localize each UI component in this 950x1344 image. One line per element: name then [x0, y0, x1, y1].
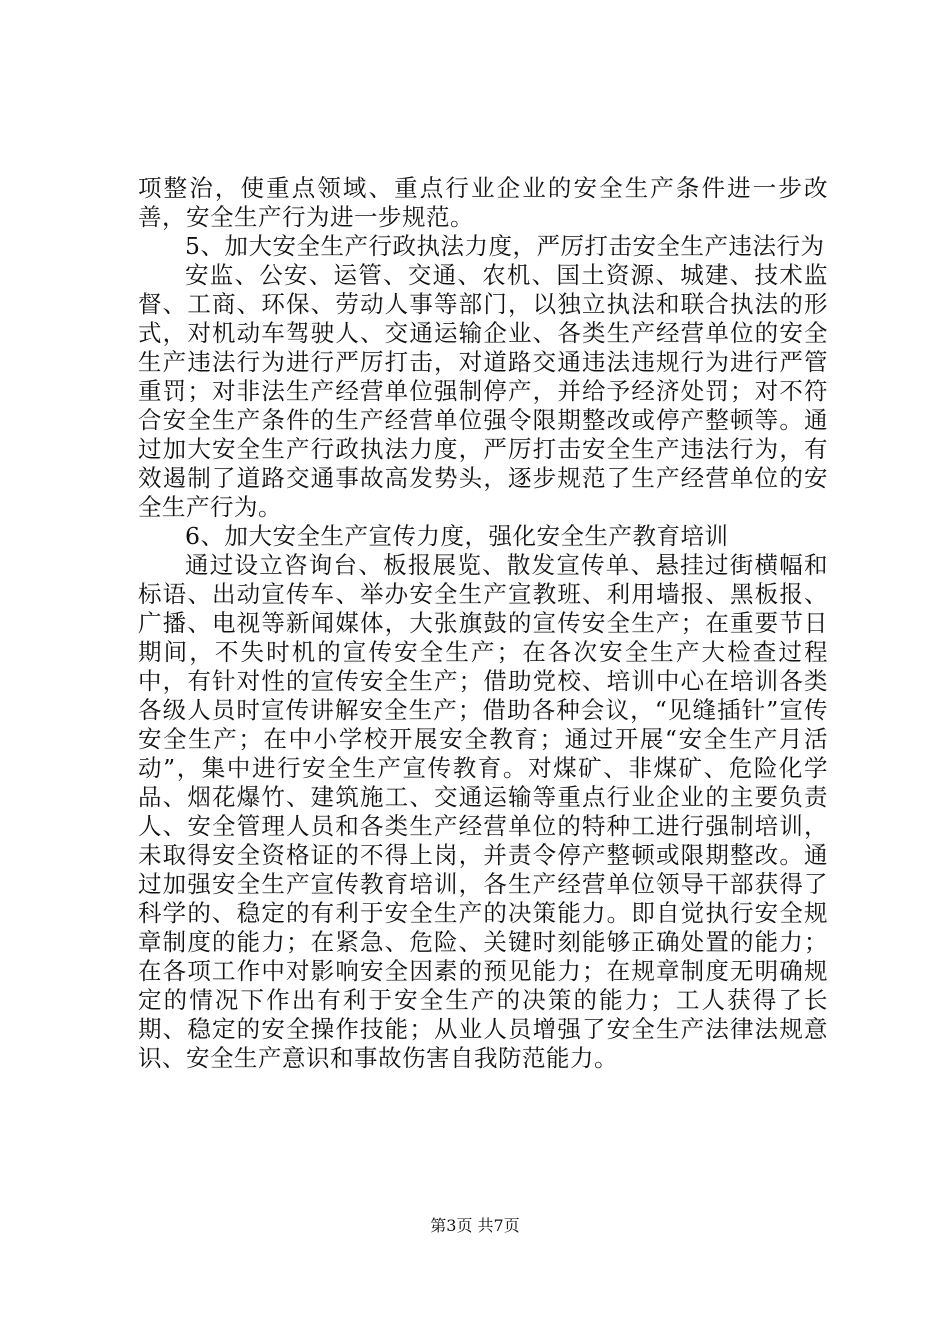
section-heading-5: 5、加大安全生产行政执法力度，严厉打击安全生产违法行为 [185, 232, 825, 260]
paragraph-continuation: 项整治，使重点领域、重点行业企业的安全生产条件进一步改善，安全生产行为进一步规范。 [138, 174, 828, 231]
paragraph-enforcement: 安监、公安、运管、交通、农机、国土资源、城建、技术监督、工商、环保、劳动人事等部门，以独立执法和联合执法的形式，对机动车驾驶人、交通运输企业、各类生产经营单位的安全生产违法行为进行严厉打击，对道路交通违法违规行为进行严管重罚；对非法生产经营单位强制停产，并给予经济处罚；对不符合安全生产条件的生产经营单位强令限期整改或停产整顿等。通过加大安全生产行政执法力度，严厉打击安全生产违法行为，有效遏制了道路交通事故高发势头，逐步规范了生产经营单位的安全生产行为。 [138, 261, 828, 521]
paragraph-education: 通过设立咨询台、板报展览、散发宣传单、悬挂过街横幅和标语、出动宣传车、举办安全生产宣教班、利用墙报、黑板报、广播、电视等新闻媒体，大张旗鼓的宣传安全生产；在重要节日期间，不失时机的宣传安全生产；在各次安全生产大检查过程中，有针对性的宣传安全生产；借助党校、培训中心在培训各类各级人员时宣传讲解安全生产；借助各种会议，“见缝插针”宣传安全生产；在中小学校开展安全教育；通过开展“安全生产月活动”，集中进行安全生产宣传教育。对煤矿、非煤矿、危险化学品、烟花爆竹、建筑施工、交通运输等重点行业企业的主要负责人、安全管理人员和各类生产经营单位的特种工进行强制培训，未取得安全资格证的不得上岗，并责令停产整顿或限期整改。通过加强安全生产宣传教育培训，各生产经营单位领导干部获得了科学的、稳定的有利于安全生产的决策能力。即自觉执行安全规章制度的能力；在紧急、危险、关键时刻能够正确处置的能力；在各项工作中对影响安全因素的预见能力；在规章制度无明确规定的情况下作出有利于安全生产的决策的能力；工人获得了长期、稳定的安全操作技能；从业人员增强了安全生产法律法规意识、安全生产意识和事故伤害自我防范能力。 [138, 551, 828, 1072]
page-number-footer: 第3页 共7页 [430, 1216, 520, 1235]
section-heading-6: 6、加大安全生产宣传力度，强化安全生产教育培训 [185, 522, 729, 550]
document-body [138, 174, 828, 1073]
